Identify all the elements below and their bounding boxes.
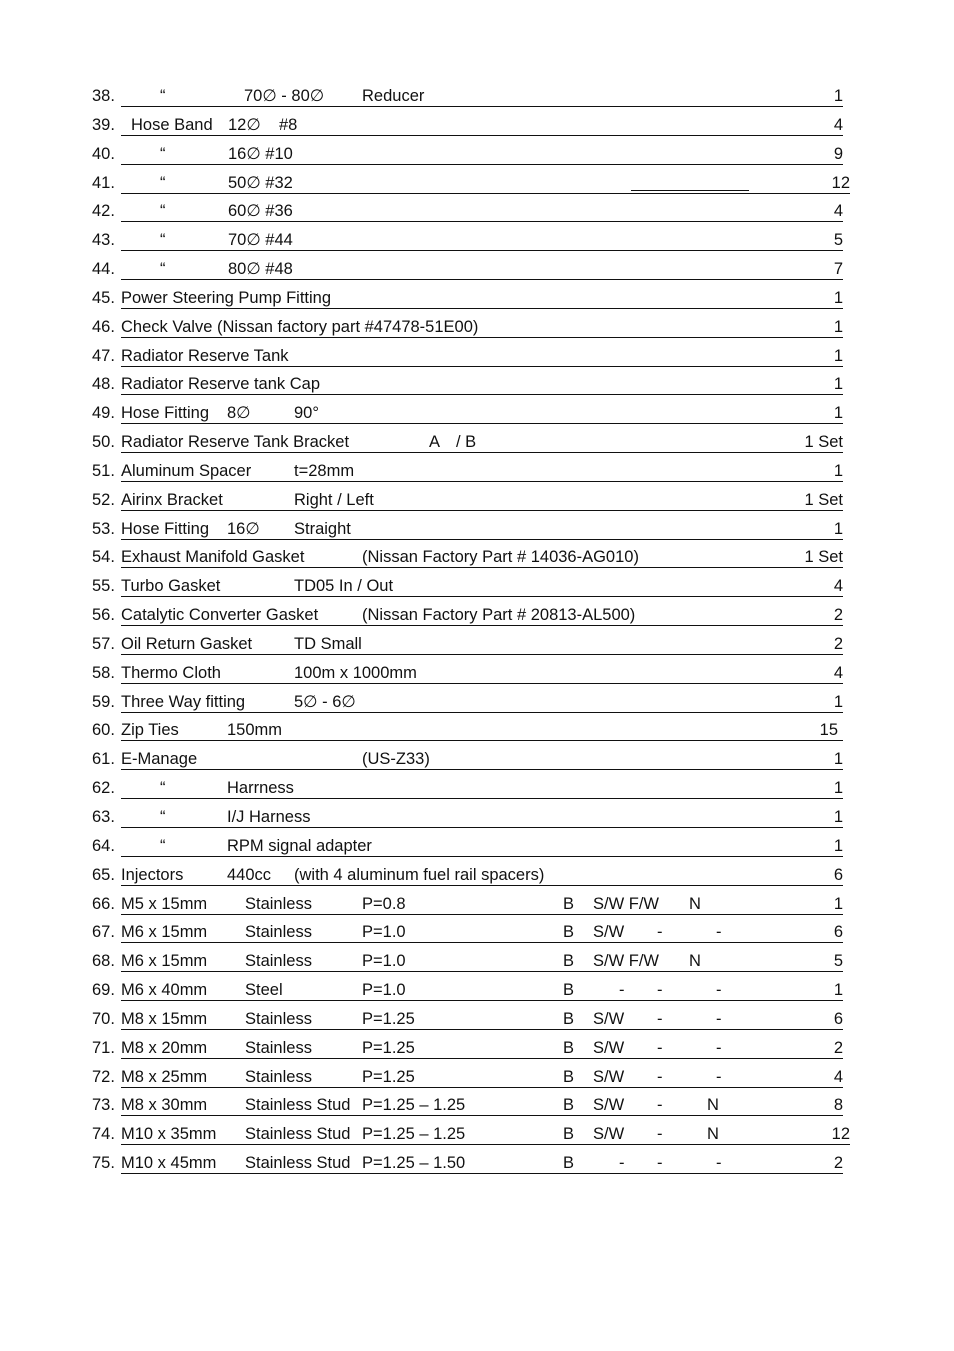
item-field: S/W [593,1067,625,1086]
underline [121,1115,843,1116]
item-quantity: 6 [833,1009,843,1028]
list-item [0,1007,954,1031]
item-field: P=1.25 – 1.25 [362,1096,466,1115]
list-item [0,690,954,714]
item-field: 60∅ #36 [228,202,293,221]
item-field: - [716,1067,722,1086]
item-quantity: 6 [833,865,843,884]
item-number: 50. [92,433,115,452]
item-number: 63. [92,808,115,826]
item-number: 53. [92,519,115,538]
item-field: Stainless Stud [245,1125,351,1144]
list-item [0,834,954,858]
item-field: Hose Band [131,115,213,134]
item-quantity: 4 [833,577,843,596]
item-field: (Nissan Factory Part # 14036-AG010) [362,548,639,567]
item-quantity: 1 [833,346,843,365]
item-field: B [563,1067,575,1086]
list-item [0,344,954,368]
item-field: Harrness [227,779,294,798]
item-field: Stainless Stud [245,1154,351,1173]
item-field: M10 x 35mm [121,1125,217,1144]
item-field: P=1.25 [362,1009,415,1028]
item-number: 47. [92,346,115,365]
item-field: Stainless Stud [245,1096,351,1115]
underline [121,539,843,540]
item-number: 64. [92,836,115,855]
item-field: M8 x 15mm [121,1009,208,1028]
item-number: 46. [92,317,115,336]
item-quantity: 2 [833,606,843,625]
item-field: P=1.25 [362,1038,415,1057]
item-field: Thermo Cloth [121,663,221,682]
underline [121,1000,843,1001]
item-quantity: 7 [833,260,843,279]
item-field: P=1.25 [362,1067,415,1086]
underline [121,971,843,972]
underline [121,712,843,713]
item-field: - [657,981,663,1000]
list-item [0,747,954,771]
item-field: t=28mm [294,461,355,480]
item-field: P=1.25 – 1.50 [362,1154,466,1173]
item-quantity: 12 [831,1125,850,1144]
list-item [0,603,954,627]
item-field: S/W F/W [593,894,659,913]
underline [121,827,843,828]
item-quantity: 4 [833,663,843,682]
item-field: B [563,1009,575,1028]
item-field: Exhaust Manifold Gasket [121,548,305,567]
item-field: “ [160,231,166,250]
underline [121,1058,843,1059]
item-field: P=1.0 [362,981,406,1000]
item-field: - [657,1038,663,1057]
item-field: - [619,981,625,1000]
item-field: TD Small [294,634,362,653]
item-field: S/W [593,1009,625,1028]
item-field: Turbo Gasket [121,577,221,596]
list-item [0,805,954,829]
underline [121,394,843,395]
item-number: 49. [92,404,115,423]
item-field: “ [160,779,166,798]
item-field: B [563,1125,575,1144]
underline [121,1173,843,1174]
underline [121,1087,843,1088]
item-field: Three Way fitting [121,692,246,711]
list-item [0,1093,954,1117]
item-field: “ [160,87,166,105]
underline [121,510,843,511]
item-field: 70∅ #44 [228,231,293,250]
underline [121,654,843,655]
item-field: M5 x 15mm [121,894,208,913]
item-field: M6 x 40mm [121,981,208,1000]
item-quantity: 12 [831,173,850,192]
list-item [0,286,954,310]
item-number: 51. [92,461,115,480]
item-number: 44. [92,260,115,279]
item-field: M6 x 15mm [121,923,208,942]
item-field: B [563,894,575,913]
blank-line [631,190,749,191]
list-item [0,1122,954,1146]
item-field: “ [160,173,166,192]
item-number: 54. [92,548,115,567]
item-number: 61. [92,750,115,769]
item-field: RPM signal adapter [227,836,372,855]
list-item [0,315,954,339]
item-field: N [707,1125,719,1144]
item-field: M8 x 20mm [121,1038,208,1057]
item-field: - [716,1154,722,1173]
list-item [0,401,954,425]
list-item [0,632,954,656]
item-field: Hose Fitting [121,519,210,538]
list-item [0,978,954,1002]
list-item [0,488,954,512]
item-field: P=0.8 [362,894,406,913]
item-field: S/W F/W [593,952,659,971]
list-item [0,142,954,166]
underline [121,106,843,107]
list-item [0,1036,954,1060]
item-field: A [429,433,441,452]
item-number: 55. [92,577,115,596]
underline [121,914,843,915]
list-item [0,228,954,252]
item-field: “ [160,260,166,279]
underline [121,596,843,597]
item-quantity: 1 [833,317,843,336]
underline [121,856,843,857]
item-field: Straight [294,519,351,538]
item-field: Stainless [245,1038,312,1057]
item-field: “ [160,836,166,855]
underline [121,279,843,280]
item-field: “ [160,202,166,221]
item-field: N [689,952,701,971]
item-field: B [563,1154,575,1173]
list-item [0,661,954,685]
item-quantity: 1 [833,288,843,307]
item-field: Reducer [362,87,425,105]
item-field: Stainless [245,923,312,942]
item-quantity: 9 [833,144,843,163]
item-quantity: 5 [833,952,843,971]
underline [121,769,843,770]
list-item [0,171,954,195]
item-number: 39. [92,115,115,134]
item-field: - [619,1154,625,1173]
list-item [0,257,954,281]
item-number: 52. [92,490,115,509]
item-field: Stainless [245,894,312,913]
underline [121,337,843,338]
item-field: M10 x 45mm [121,1154,217,1173]
list-item [0,372,954,396]
item-field: Stainless [245,1067,312,1086]
item-field: (US-Z33) [362,750,430,769]
item-field: Injectors [121,865,184,884]
item-field: - [657,1154,663,1173]
list-item [0,430,954,454]
item-number: 75. [92,1154,115,1173]
item-quantity: 6 [833,923,843,942]
item-field: - [657,1096,663,1115]
underline [121,798,843,799]
item-number: 40. [92,144,115,163]
item-quantity: 5 [833,231,843,250]
list-item [0,718,954,742]
list-item [0,84,954,108]
item-field: Stainless [245,1009,312,1028]
item-quantity: 1 [833,404,843,423]
item-field: B [563,1096,575,1115]
item-field: - [716,981,722,1000]
item-number: 66. [92,894,115,913]
item-number: 59. [92,692,115,711]
item-field: “ [160,808,166,826]
item-number: 57. [92,634,115,653]
item-field: E-Manage [121,750,198,769]
item-field: P=1.0 [362,952,406,971]
item-field: M8 x 25mm [121,1067,208,1086]
underline [121,423,843,424]
item-field: Radiator Reserve tank Cap [121,375,321,394]
item-field: 16∅ #10 [228,144,293,163]
list-item [0,863,954,887]
item-field: 5∅ - 6∅ [294,692,356,711]
item-field: Steel [245,981,283,1000]
underline [121,250,843,251]
item-field: Power Steering Pump Fitting [121,288,332,307]
item-number: 42. [92,202,115,221]
list-item [0,113,954,137]
item-field: (with 4 aluminum fuel rail spacers) [294,865,545,884]
item-number: 73. [92,1096,115,1115]
item-field: 440cc [227,865,272,884]
item-field: B [563,923,575,942]
list-item [0,199,954,223]
item-field: “ [160,144,166,163]
item-field: - [716,923,722,942]
item-quantity: 15 [819,721,838,740]
item-quantity: 2 [833,1038,843,1057]
list-item [0,1065,954,1089]
underline [121,164,843,165]
item-quantity: 1 [833,519,843,538]
item-number: 60. [92,721,115,740]
item-field: Zip Ties [121,721,179,740]
item-field: Aluminum Spacer [121,461,252,480]
item-number: 69. [92,981,115,1000]
underline [121,885,843,886]
item-quantity: 1 [833,461,843,480]
item-field: TD05 In / Out [294,577,394,596]
item-number: 72. [92,1067,115,1086]
item-field: S/W [593,1096,625,1115]
item-quantity: 1 [833,375,843,394]
item-field: 150mm [227,721,283,740]
underline [121,452,843,453]
item-field: S/W [593,1038,625,1057]
item-field: P=1.0 [362,923,406,942]
item-field: 100m x 1000mm [294,663,417,682]
item-quantity: 1 Set [804,433,843,452]
underline [121,135,843,136]
item-quantity: 2 [833,634,843,653]
item-quantity: 1 [833,87,843,105]
item-quantity: 1 [833,894,843,913]
item-field: I/J Harness [227,808,311,826]
item-number: 62. [92,779,115,798]
item-field: 90° [294,404,319,423]
item-field: - [657,923,663,942]
item-field: Check Valve (Nissan factory part #47478-51E00) [121,317,479,336]
item-field: - [716,1009,722,1028]
underline [121,625,843,626]
list-item [0,920,954,944]
item-field: 70∅ - 80∅ [244,87,325,105]
item-field: - [657,1125,663,1144]
list-item [0,776,954,800]
item-field: S/W [593,1125,625,1144]
item-field: 12∅ [228,115,261,134]
list-item [0,574,954,598]
item-field: 16∅ [227,519,260,538]
item-field: B [563,981,575,1000]
item-quantity: 4 [833,1067,843,1086]
item-number: 56. [92,606,115,625]
underline [121,193,850,194]
item-field: / B [456,433,477,452]
item-number: 68. [92,952,115,971]
underline [121,221,843,222]
item-field: S/W [593,923,625,942]
list-item [0,949,954,973]
item-number: 74. [92,1125,115,1144]
list-item [0,517,954,541]
item-quantity: 1 Set [804,548,843,567]
list-item [0,892,954,916]
item-quantity: 1 [833,808,843,826]
item-field: - [657,1067,663,1086]
item-field: 50∅ #32 [228,173,293,192]
underline [121,740,843,741]
item-quantity: 8 [833,1096,843,1115]
item-field: M8 x 30mm [121,1096,208,1115]
item-field: Radiator Reserve Tank Bracket [121,433,350,452]
item-field: - [716,1038,722,1057]
item-field: Right / Left [294,490,374,509]
item-quantity: 4 [833,202,843,221]
item-quantity: 1 [833,779,843,798]
item-quantity: 1 Set [804,490,843,509]
item-field: (Nissan Factory Part # 20813-AL500) [362,606,636,625]
item-field: N [689,894,701,913]
item-number: 45. [92,288,115,307]
item-field: N [707,1096,719,1115]
item-quantity: 2 [833,1154,843,1173]
item-field: Stainless [245,952,312,971]
item-number: 67. [92,923,115,942]
item-quantity: 1 [833,750,843,769]
underline [121,1029,843,1030]
item-field: Airinx Bracket [121,490,223,509]
underline [121,683,843,684]
item-number: 70. [92,1009,115,1028]
underline [121,942,843,943]
item-quantity: 1 [833,692,843,711]
underline [121,1144,850,1145]
underline [121,481,843,482]
item-number: 38. [92,87,115,105]
item-field: Oil Return Gasket [121,634,253,653]
item-field: B [563,1038,575,1057]
item-quantity: 1 [833,836,843,855]
item-number: 48. [92,375,115,394]
item-field: B [563,952,575,971]
item-field: #8 [279,115,298,134]
item-number: 65. [92,865,115,884]
list-item [0,545,954,569]
list-item [0,1151,954,1175]
item-field: 80∅ #48 [228,260,293,279]
item-number: 41. [92,173,115,192]
underline [121,366,843,367]
item-number: 58. [92,663,115,682]
item-field: - [657,1009,663,1028]
item-field: Radiator Reserve Tank [121,346,289,365]
item-field: Hose Fitting [121,404,210,423]
item-field: P=1.25 – 1.25 [362,1125,466,1144]
item-number: 71. [92,1038,115,1057]
underline [121,567,843,568]
item-quantity: 4 [833,115,843,134]
item-quantity: 1 [833,981,843,1000]
item-number: 43. [92,231,115,250]
underline [121,308,843,309]
item-field: M6 x 15mm [121,952,208,971]
item-field: Catalytic Converter Gasket [121,606,319,625]
list-item [0,459,954,483]
item-field: 8∅ [227,404,251,423]
